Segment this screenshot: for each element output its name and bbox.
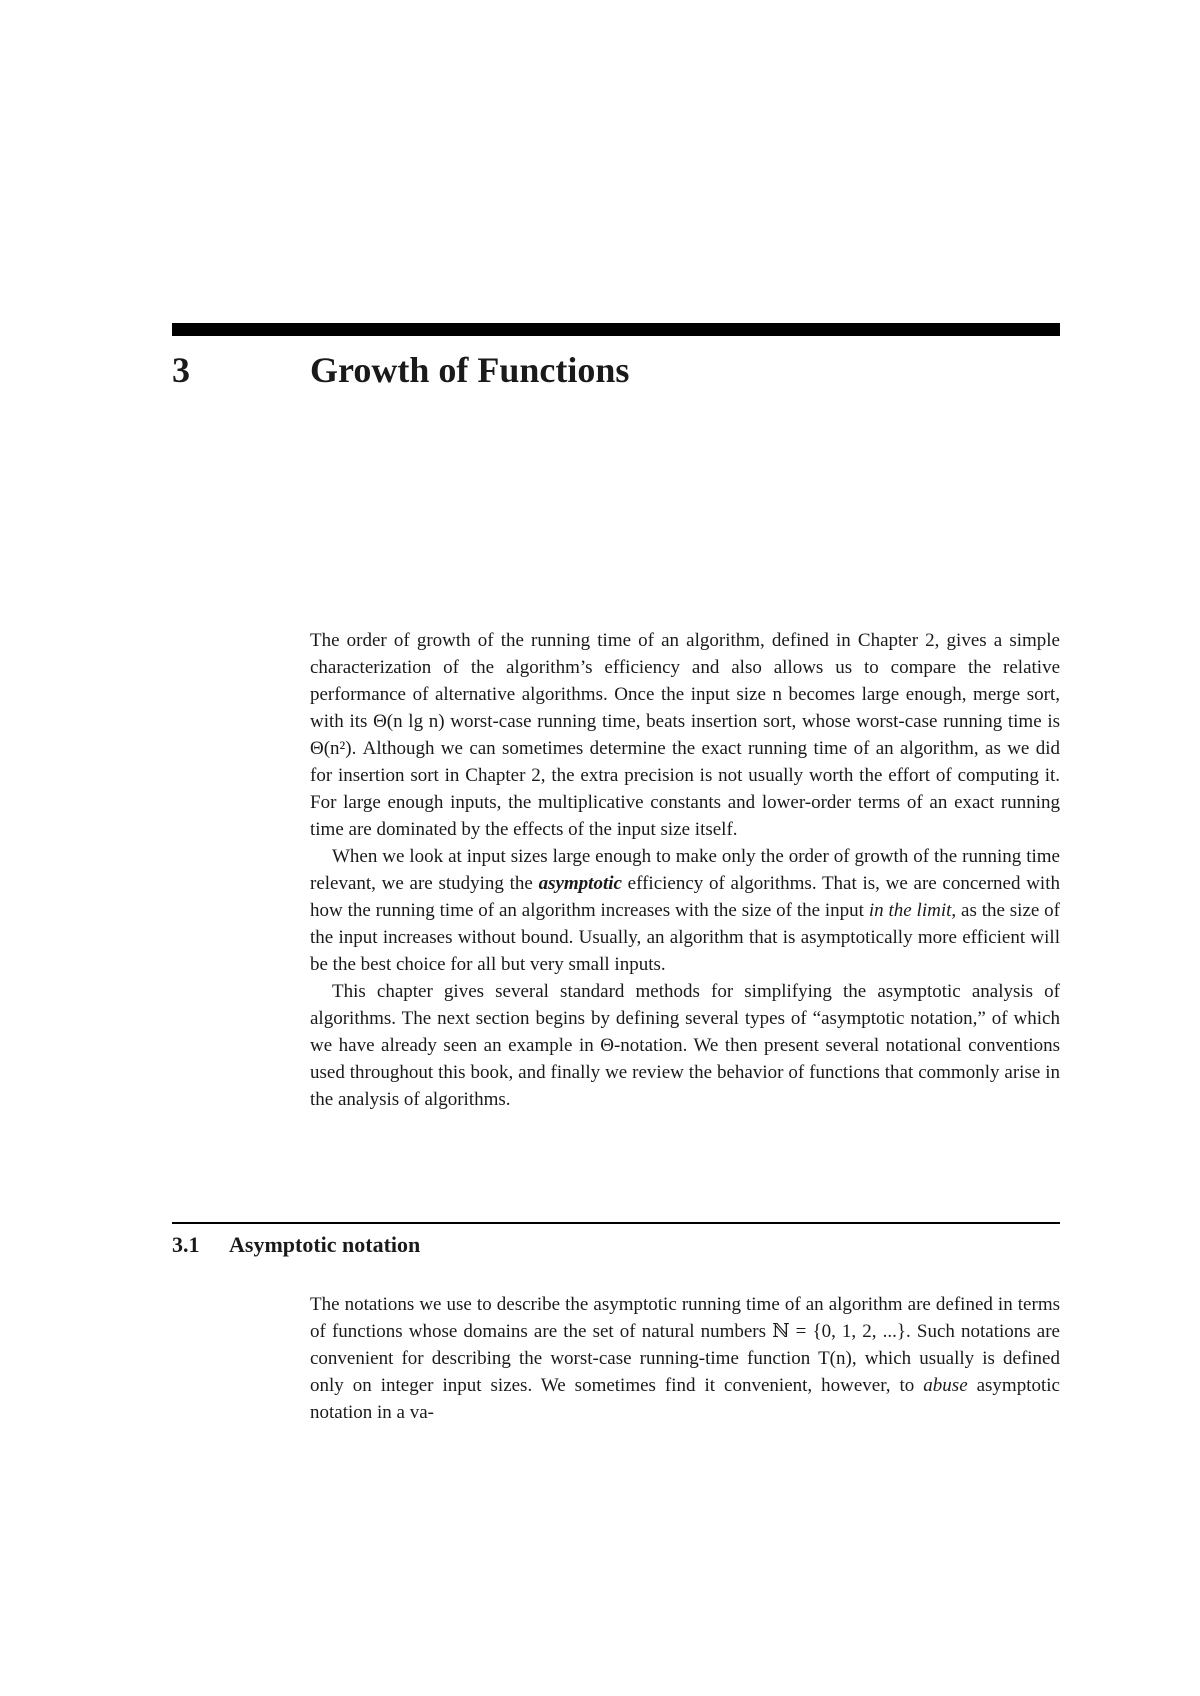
section-paragraph-1 xyxy=(310,1291,1060,1426)
intro-paragraph-2-part-b: efficiency of algorithms. That is, we are concerned with how the running time of an algorithm increases with the size of the input xyxy=(310,873,1060,921)
section-paragraph-1-part-b: asymptotic notation in a va- xyxy=(310,1375,1060,1423)
section-paragraph-1-part-a: The notations we use to describe the asymptotic running time of an algorithm are defined in terms of functions whose domains are the set of natural numbers ℕ = {0, 1, 2, ...}. Such notations are convenient for describing the worst-case running-time function T(n), which usually is defined only on integer input sizes. We sometimes find it convenient, however, to xyxy=(310,1294,1060,1396)
term-asymptotic: asymptotic xyxy=(538,873,622,894)
section-body xyxy=(310,1291,1060,1426)
intro-paragraph-2 xyxy=(310,843,1060,978)
term-abuse: abuse xyxy=(923,1375,968,1396)
term-in-the-limit: in the limit xyxy=(868,900,952,921)
intro-paragraph-2-part-a: When we look at input sizes large enough to make only the order of growth of the running time relevant, we are studying the xyxy=(310,846,1060,894)
intro-paragraph-2-part-c: , as the size of the input increases without bound. Usually, an algorithm that is asymptotically more efficient will be the best choice for all but very small inputs. xyxy=(310,900,1061,975)
chapter-title: Growth of Functions xyxy=(310,350,630,390)
chapter-rule xyxy=(172,323,1060,336)
section-rule xyxy=(172,1222,1060,1224)
intro-paragraph-3: This chapter gives several standard methods for simplifying the asymptotic analysis of algorithms. The next section begins by defining several types of “asymptotic notation,” of which we have already seen an example in Θ-notation. We then present several notational conventions used throughout this book, and finally we review the behavior of functions that commonly arise in the analysis of algorithms. xyxy=(310,981,1060,1110)
chapter-intro xyxy=(310,627,1060,1113)
intro-paragraph-1: The order of growth of the running time of an algorithm, defined in Chapter 2, gives a simple characterization of the algorithm’s efficiency and also allows us to compare the relative performance of alternative algorithms. Once the input size n becomes large enough, merge sort, with its Θ(n lg n) worst-case running time, beats insertion sort, whose worst-case running time is Θ(n²). Although we can sometimes determine the exact running time of an algorithm, as we did for insertion sort in Chapter 2, the extra precision is not usually worth the effort of computing it. For large enough inputs, the multiplicative constants and lower-order terms of an exact running time are dominated by the effects of the input size itself. xyxy=(310,630,1060,840)
section-number: 3.1 xyxy=(172,1232,200,1257)
section-title: Asymptotic notation xyxy=(229,1232,421,1257)
chapter-number: 3 xyxy=(172,350,190,390)
